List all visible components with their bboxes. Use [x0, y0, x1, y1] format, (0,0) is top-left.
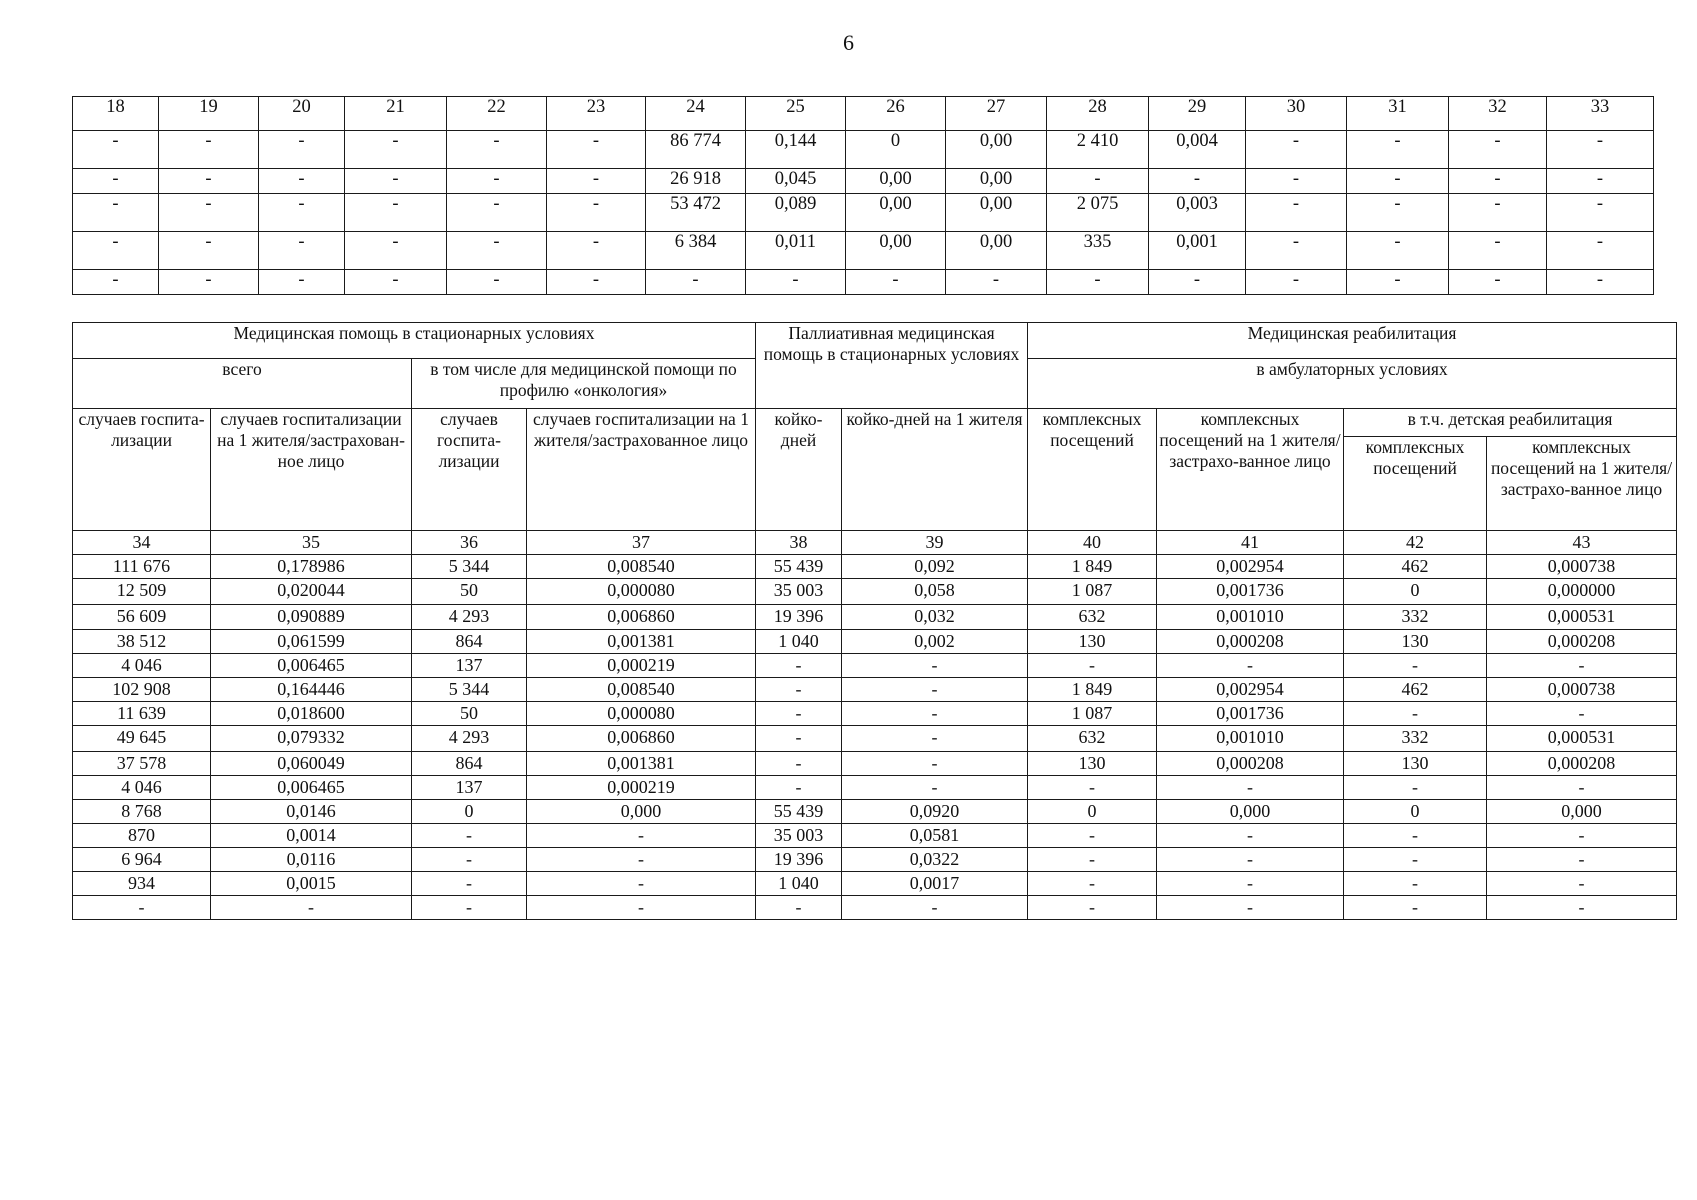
table-cell: - [1449, 270, 1547, 295]
table-cell: 870 [73, 824, 211, 848]
table-cell: 0,000 [527, 800, 756, 824]
table-cell: - [1157, 654, 1344, 678]
bottom-table-column-number: 36 [412, 531, 527, 555]
table-cell: 26 918 [646, 169, 746, 194]
table-cell: 35 003 [756, 579, 842, 605]
table-cell: 50 [412, 579, 527, 605]
table-cell: 5 344 [412, 555, 527, 579]
table-row [73, 726, 1677, 752]
table-cell: - [547, 270, 646, 295]
table-cell: - [159, 169, 259, 194]
table-cell: 2 410 [1047, 131, 1149, 169]
col-header-43: комплексных посещений на 1 жителя/застрахо-ванное лицо [1487, 437, 1677, 531]
table-cell: - [259, 232, 345, 270]
table-cell: - [1047, 270, 1149, 295]
table-cell: 0,006465 [211, 776, 412, 800]
table-cell: 0,060049 [211, 752, 412, 776]
table-cell: - [1347, 131, 1449, 169]
top-table-column-number: 30 [1246, 97, 1347, 131]
table-row [73, 555, 1677, 579]
top-table-column-number: 22 [447, 97, 547, 131]
col-header-37: случаев госпитализации на 1 жителя/застрахованное лицо [527, 409, 756, 531]
table-cell: 462 [1344, 678, 1487, 702]
table-cell: 632 [1028, 726, 1157, 752]
table-cell: 0 [1344, 579, 1487, 605]
table-cell: - [1149, 270, 1246, 295]
table-row [73, 872, 1677, 896]
table-cell: - [259, 131, 345, 169]
table-cell: - [547, 169, 646, 194]
table-cell: 332 [1344, 605, 1487, 630]
table-cell: 5 344 [412, 678, 527, 702]
table-cell: - [1157, 872, 1344, 896]
table-cell: - [842, 896, 1028, 920]
table-cell: - [412, 824, 527, 848]
table-cell: - [1449, 232, 1547, 270]
group-inpatient-header: Медицинская помощь в стационарных условиях [73, 323, 756, 359]
table-cell: - [756, 726, 842, 752]
table-cell: - [842, 776, 1028, 800]
table-cell: 934 [73, 872, 211, 896]
table-cell: 55 439 [756, 800, 842, 824]
bottom-table-number-row [73, 531, 1677, 555]
table-cell: - [1157, 776, 1344, 800]
table-cell: - [1487, 848, 1677, 872]
table-cell: 49 645 [73, 726, 211, 752]
table-cell: 0,000 [1487, 800, 1677, 824]
table-cell: 0,058 [842, 579, 1028, 605]
table-cell: 37 578 [73, 752, 211, 776]
table-row [73, 579, 1677, 605]
table-cell: 0,008540 [527, 555, 756, 579]
table-cell: 1 849 [1028, 678, 1157, 702]
table-cell: 6 964 [73, 848, 211, 872]
table-cell: 130 [1344, 752, 1487, 776]
table-cell: 0,079332 [211, 726, 412, 752]
top-table-column-number: 33 [1547, 97, 1654, 131]
table-cell: 0,00 [846, 169, 946, 194]
col-header-36: случаев госпита-лизации [412, 409, 527, 531]
table-cell: 0,00 [946, 232, 1047, 270]
table-cell: 0,00 [946, 169, 1047, 194]
table-cell: 0,000080 [527, 702, 756, 726]
top-table-column-number: 28 [1047, 97, 1149, 131]
table-cell: 0,000208 [1157, 630, 1344, 654]
table-cell: 0,000000 [1487, 579, 1677, 605]
table-cell: 1 087 [1028, 702, 1157, 726]
table-cell: 0,164446 [211, 678, 412, 702]
table-cell: - [842, 678, 1028, 702]
table-cell: - [447, 169, 547, 194]
table-row [73, 654, 1677, 678]
table-cell: - [412, 872, 527, 896]
table-cell: 0,020044 [211, 579, 412, 605]
table-cell: 102 908 [73, 678, 211, 702]
bottom-table-column-number: 35 [211, 531, 412, 555]
table-cell: 130 [1028, 752, 1157, 776]
table-row [73, 270, 1654, 295]
bottom-table-column-number: 34 [73, 531, 211, 555]
table-cell: 0 [846, 131, 946, 169]
table-cell: - [1149, 169, 1246, 194]
table-cell: 0,00 [846, 232, 946, 270]
table-cell: 4 046 [73, 654, 211, 678]
table-cell: - [1344, 654, 1487, 678]
bottom-table-column-number: 37 [527, 531, 756, 555]
table-cell: 1 849 [1028, 555, 1157, 579]
table-cell: 0,001381 [527, 752, 756, 776]
table-cell: 0,00 [946, 131, 1047, 169]
top-table-column-number: 19 [159, 97, 259, 131]
table-cell: 0,001010 [1157, 605, 1344, 630]
table-cell: - [946, 270, 1047, 295]
bottom-table-column-number: 39 [842, 531, 1028, 555]
table-cell: 19 396 [756, 605, 842, 630]
table-row [73, 232, 1654, 270]
table-cell: 137 [412, 776, 527, 800]
table-cell: - [1347, 270, 1449, 295]
col-header-34: случаев госпита-лизации [73, 409, 211, 531]
table-cell: - [1547, 194, 1654, 232]
table-cell: - [756, 702, 842, 726]
table-cell: 38 512 [73, 630, 211, 654]
table-cell: - [1547, 270, 1654, 295]
subheader-children-rehab: в т.ч. детская реабилитация [1344, 409, 1677, 437]
top-table-column-number: 23 [547, 97, 646, 131]
table-cell: 0,018600 [211, 702, 412, 726]
table-cell: 8 768 [73, 800, 211, 824]
table-cell: - [1028, 872, 1157, 896]
table-cell: - [159, 232, 259, 270]
table-cell: - [259, 169, 345, 194]
table-cell: - [1028, 776, 1157, 800]
table-cell: 0,006860 [527, 726, 756, 752]
table-cell: - [1157, 848, 1344, 872]
top-table-column-number: 25 [746, 97, 846, 131]
table-cell: 0,001736 [1157, 702, 1344, 726]
table-cell: - [1547, 169, 1654, 194]
table-cell: 864 [412, 630, 527, 654]
table-row [73, 630, 1677, 654]
bottom-table-column-number: 40 [1028, 531, 1157, 555]
table-row [73, 800, 1677, 824]
group-rehab-header: Медицинская реабилитация [1028, 323, 1677, 359]
table-cell: 0,032 [842, 605, 1028, 630]
table-cell: - [527, 824, 756, 848]
table-cell: 50 [412, 702, 527, 726]
bottom-table-column-number: 38 [756, 531, 842, 555]
table-cell: - [447, 131, 547, 169]
table-cell: 12 509 [73, 579, 211, 605]
table-cell: 0,0581 [842, 824, 1028, 848]
table-cell: 0,000080 [527, 579, 756, 605]
table-cell: 0,0014 [211, 824, 412, 848]
table-cell: 0,0017 [842, 872, 1028, 896]
col-header-40: комплексных посещений [1028, 409, 1157, 531]
table-cell: - [73, 131, 159, 169]
table-cell: - [345, 169, 447, 194]
table-cell: - [746, 270, 846, 295]
table-cell: - [447, 270, 547, 295]
top-table-column-number: 21 [345, 97, 447, 131]
table-cell: 11 639 [73, 702, 211, 726]
table-cell: - [1547, 232, 1654, 270]
table-cell: 0,002954 [1157, 555, 1344, 579]
table-cell: 0,000531 [1487, 726, 1677, 752]
table-cell: - [1487, 654, 1677, 678]
table-cell: - [527, 896, 756, 920]
table-cell: - [842, 726, 1028, 752]
table-cell: - [646, 270, 746, 295]
table-cell: - [412, 896, 527, 920]
table-cell: - [73, 896, 211, 920]
table-cell: 0,001381 [527, 630, 756, 654]
table-cell: - [1344, 824, 1487, 848]
table-cell: 0 [1344, 800, 1487, 824]
table-row [73, 896, 1677, 920]
table-cell: - [1344, 848, 1487, 872]
table-cell: 0,000 [1157, 800, 1344, 824]
table-cell: 0,001010 [1157, 726, 1344, 752]
table-cell: 0,001 [1149, 232, 1246, 270]
table-cell: - [159, 270, 259, 295]
table-row [73, 752, 1677, 776]
table-cell: 0,000208 [1487, 630, 1677, 654]
table-cell: 1 040 [756, 872, 842, 896]
page-number: 6 [843, 30, 854, 55]
table-cell: - [1344, 702, 1487, 726]
table-cell: - [846, 270, 946, 295]
table-row [73, 194, 1654, 232]
table-cell: 0,006860 [527, 605, 756, 630]
table-cell: - [159, 131, 259, 169]
table-cell: 4 046 [73, 776, 211, 800]
table-cell: 55 439 [756, 555, 842, 579]
table-cell: - [1449, 131, 1547, 169]
table-cell: - [73, 194, 159, 232]
table-cell: 130 [1344, 630, 1487, 654]
table-cell: - [1487, 702, 1677, 726]
top-table-column-number: 18 [73, 97, 159, 131]
table-cell: 56 609 [73, 605, 211, 630]
table-cell: 0,144 [746, 131, 846, 169]
table-cell: 0,045 [746, 169, 846, 194]
table-cell: 4 293 [412, 605, 527, 630]
table-cell: - [1047, 169, 1149, 194]
table-cell: - [527, 848, 756, 872]
top-data-table [72, 96, 1654, 295]
table-cell: - [1028, 896, 1157, 920]
table-cell: - [1487, 896, 1677, 920]
top-table-column-number: 20 [259, 97, 345, 131]
table-cell: 53 472 [646, 194, 746, 232]
top-table-column-number: 29 [1149, 97, 1246, 131]
table-cell: - [1487, 776, 1677, 800]
table-cell: - [1347, 169, 1449, 194]
table-cell: - [1246, 270, 1347, 295]
table-cell: 0,008540 [527, 678, 756, 702]
table-cell: - [1449, 194, 1547, 232]
table-row [73, 131, 1654, 169]
table-row [73, 776, 1677, 800]
table-cell: - [159, 194, 259, 232]
table-cell: - [211, 896, 412, 920]
table-cell: - [756, 776, 842, 800]
table-row [73, 848, 1677, 872]
table-cell: 137 [412, 654, 527, 678]
table-row [73, 169, 1654, 194]
table-cell: 0,00 [946, 194, 1047, 232]
table-cell: - [1157, 896, 1344, 920]
col-header-41: комплексных посещений на 1 жителя/застрахо-ванное лицо [1157, 409, 1344, 531]
table-cell: 0 [412, 800, 527, 824]
table-cell: 0,178986 [211, 555, 412, 579]
table-cell: - [756, 654, 842, 678]
table-cell: - [73, 232, 159, 270]
table-cell: - [1344, 776, 1487, 800]
table-cell: 2 075 [1047, 194, 1149, 232]
subheader-total: всего [73, 359, 412, 409]
table-cell: - [1449, 169, 1547, 194]
top-table-column-number: 26 [846, 97, 946, 131]
table-cell: - [842, 654, 1028, 678]
top-table-column-number: 24 [646, 97, 746, 131]
table-cell: 864 [412, 752, 527, 776]
table-cell: - [1487, 872, 1677, 896]
table-cell: - [1547, 131, 1654, 169]
table-cell: - [842, 752, 1028, 776]
table-cell: 0,0015 [211, 872, 412, 896]
table-cell: 0,002954 [1157, 678, 1344, 702]
bottom-table-column-number: 41 [1157, 531, 1344, 555]
table-row [73, 678, 1677, 702]
table-cell: - [1344, 896, 1487, 920]
table-cell: 0,000219 [527, 776, 756, 800]
table-cell: 0,0920 [842, 800, 1028, 824]
table-cell: - [547, 194, 646, 232]
table-cell: - [842, 702, 1028, 726]
table-cell: 332 [1344, 726, 1487, 752]
table-cell: 0,092 [842, 555, 1028, 579]
table-cell: - [259, 194, 345, 232]
top-table-column-number: 27 [946, 97, 1047, 131]
table-cell: 0,006465 [211, 654, 412, 678]
table-cell: 0,0322 [842, 848, 1028, 872]
table-cell: - [1246, 169, 1347, 194]
table-cell: - [1344, 872, 1487, 896]
table-cell: 0,090889 [211, 605, 412, 630]
table-cell: 1 040 [756, 630, 842, 654]
table-cell: 0,089 [746, 194, 846, 232]
table-cell: - [345, 270, 447, 295]
table-cell: - [756, 678, 842, 702]
table-cell: - [756, 752, 842, 776]
subheader-outpatient: в амбулаторных условиях [1028, 359, 1677, 409]
table-cell: - [412, 848, 527, 872]
table-cell: 0,000738 [1487, 678, 1677, 702]
col-header-42: комплексных посещений [1344, 437, 1487, 531]
col-header-35: случаев госпитализации на 1 жителя/застрахован-ное лицо [211, 409, 412, 531]
table-cell: 0,00 [846, 194, 946, 232]
table-cell: 0,0116 [211, 848, 412, 872]
bottom-table-column-number: 42 [1344, 531, 1487, 555]
table-cell: 0,000219 [527, 654, 756, 678]
bottom-data-table [72, 322, 1677, 920]
col-header-38: койко-дней [756, 409, 842, 531]
bottom-table-column-number: 43 [1487, 531, 1677, 555]
table-cell: - [1246, 232, 1347, 270]
table-cell: - [447, 194, 547, 232]
table-cell: 4 293 [412, 726, 527, 752]
group-palliative-header: Паллиативная медицинская помощь в стационарных условиях [756, 323, 1028, 409]
top-table-number-row [73, 97, 1654, 131]
table-cell: 0,003 [1149, 194, 1246, 232]
table-cell: - [73, 270, 159, 295]
table-cell: - [1487, 824, 1677, 848]
table-row [73, 702, 1677, 726]
table-cell: - [1157, 824, 1344, 848]
table-cell: 462 [1344, 555, 1487, 579]
table-cell: 35 003 [756, 824, 842, 848]
table-cell: 1 087 [1028, 579, 1157, 605]
table-cell: - [447, 232, 547, 270]
table-cell: - [1028, 654, 1157, 678]
table-cell: - [1028, 848, 1157, 872]
table-cell: 0,000208 [1157, 752, 1344, 776]
table-cell: 0,001736 [1157, 579, 1344, 605]
table-cell: - [527, 872, 756, 896]
table-cell: - [756, 896, 842, 920]
top-table-column-number: 32 [1449, 97, 1547, 131]
table-cell: 632 [1028, 605, 1157, 630]
table-cell: - [547, 131, 646, 169]
table-cell: - [1028, 824, 1157, 848]
table-cell: - [73, 169, 159, 194]
table-cell: - [1347, 194, 1449, 232]
table-cell: - [1347, 232, 1449, 270]
table-cell: 0,0146 [211, 800, 412, 824]
table-cell: 19 396 [756, 848, 842, 872]
table-cell: 0,002 [842, 630, 1028, 654]
col-header-39: койко-дней на 1 жителя [842, 409, 1028, 531]
table-cell: - [1246, 131, 1347, 169]
table-cell: 0,004 [1149, 131, 1246, 169]
table-cell: 0,011 [746, 232, 846, 270]
table-cell: 130 [1028, 630, 1157, 654]
table-cell: 111 676 [73, 555, 211, 579]
top-table-column-number: 31 [1347, 97, 1449, 131]
table-row [73, 605, 1677, 630]
table-cell: - [547, 232, 646, 270]
table-cell: - [1246, 194, 1347, 232]
table-cell: - [345, 131, 447, 169]
table-cell: 0,061599 [211, 630, 412, 654]
table-cell: - [345, 232, 447, 270]
table-cell: 6 384 [646, 232, 746, 270]
table-cell: 0,000738 [1487, 555, 1677, 579]
table-cell: 0,000208 [1487, 752, 1677, 776]
subheader-oncology: в том числе для медицинской помощи по профилю «онкология» [412, 359, 756, 409]
table-cell: 0,000531 [1487, 605, 1677, 630]
table-cell: - [345, 194, 447, 232]
table-cell: 0 [1028, 800, 1157, 824]
table-cell: 335 [1047, 232, 1149, 270]
table-cell: - [259, 270, 345, 295]
table-row [73, 824, 1677, 848]
table-cell: 86 774 [646, 131, 746, 169]
